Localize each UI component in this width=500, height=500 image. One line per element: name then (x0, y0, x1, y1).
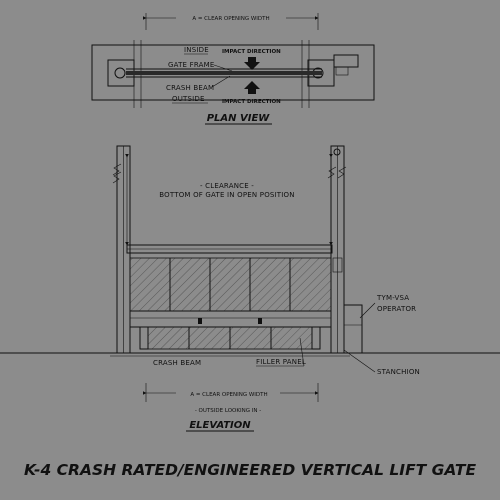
operator-line1: TYM-VSA (377, 294, 410, 302)
plan-outside-label: OUTSIDE (172, 95, 205, 103)
filler-panel-label: FILLER PANEL (256, 358, 306, 366)
clearance-dimension (127, 157, 331, 245)
plan-view (92, 13, 374, 124)
elevation-title: ELEVATION (189, 420, 251, 431)
plan-inside-label: INSIDE (184, 46, 209, 54)
main-title: K-4 CRASH RATED/ENGINEERED VERTICAL LIFT GATE (23, 461, 477, 479)
stanchion-label: STANCHION (377, 368, 420, 376)
plan-view-title: PLAN VIEW (206, 113, 270, 124)
crash-beam (130, 311, 331, 327)
plan-gate-frame-label: GATE FRAME (168, 61, 215, 69)
gate-panel (130, 258, 331, 311)
clearance-line2: BOTTOM OF GATE IN OPEN POSITION (159, 191, 295, 199)
operator-line2: OPERATOR (377, 305, 417, 313)
plan-impact-direction-bottom: IMPACT DIRECTION (222, 99, 281, 105)
filler-panel (140, 327, 320, 349)
crash-beam-label: CRASH BEAM (153, 359, 202, 367)
plan-dimension-label: A = CLEAR OPENING WIDTH (192, 16, 270, 22)
elevation-view (0, 146, 500, 431)
outside-looking-in: - OUTSIDE LOOKING IN - (194, 408, 262, 414)
plan-impact-direction-top: IMPACT DIRECTION (222, 49, 281, 55)
plan-crash-beam-label: CRASH BEAM (166, 84, 215, 92)
operator-box (344, 305, 362, 353)
plan-gate-frame (126, 69, 322, 77)
impact-arrow-up-icon (244, 81, 260, 94)
clearance-line1: - CLEARANCE - (199, 182, 255, 190)
plan-operator-box (334, 55, 358, 67)
plan-dimension (146, 13, 318, 30)
elevation-dimension (146, 383, 318, 402)
elevation-dimension-label: A = CLEAR OPENING WIDTH (190, 392, 268, 398)
impact-arrow-down-icon (244, 57, 260, 70)
